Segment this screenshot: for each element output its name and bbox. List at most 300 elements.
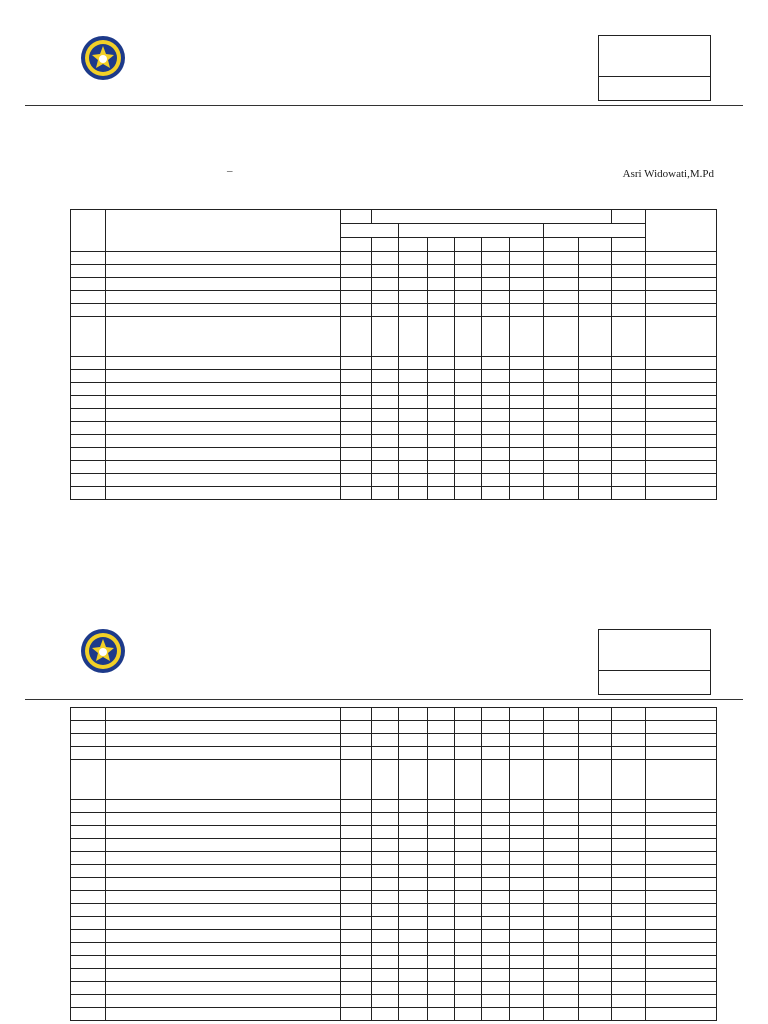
table-cell [579, 474, 612, 487]
header-cell [372, 238, 399, 252]
table-cell [106, 252, 341, 265]
table-cell [428, 435, 455, 448]
table-cell [579, 813, 612, 826]
table-cell [71, 265, 106, 278]
table-cell [106, 435, 341, 448]
table-cell [455, 396, 482, 409]
table-cell [579, 865, 612, 878]
header-cell [372, 210, 612, 224]
table-cell [482, 904, 510, 917]
table-cell [399, 487, 428, 500]
table-cell [399, 865, 428, 878]
table-cell [428, 474, 455, 487]
table-cell [106, 265, 341, 278]
grade-table-page-1 [70, 209, 717, 500]
table-cell [399, 760, 428, 800]
table-cell [106, 839, 341, 852]
table-cell [341, 760, 372, 800]
table-cell [341, 813, 372, 826]
table-cell [372, 252, 399, 265]
table-cell [428, 734, 455, 747]
table-cell [646, 865, 717, 878]
table-cell [544, 461, 579, 474]
table-cell [341, 461, 372, 474]
table-cell [372, 956, 399, 969]
table-cell [455, 813, 482, 826]
table-cell [399, 956, 428, 969]
table-cell [579, 878, 612, 891]
table-cell [341, 435, 372, 448]
table-cell [399, 1008, 428, 1021]
table-cell [544, 839, 579, 852]
table-cell [399, 422, 428, 435]
table-cell [510, 708, 544, 721]
table-cell [372, 304, 399, 317]
table-cell [646, 760, 717, 800]
table-cell [428, 969, 455, 982]
table-cell [510, 995, 544, 1008]
table-cell [455, 852, 482, 865]
table-cell [372, 982, 399, 995]
table-cell [579, 317, 612, 357]
table-cell [482, 291, 510, 304]
table-cell [510, 448, 544, 461]
table-cell [428, 904, 455, 917]
table-cell [482, 435, 510, 448]
table-cell [341, 448, 372, 461]
table-cell [646, 304, 717, 317]
table-cell [646, 370, 717, 383]
table-cell [544, 813, 579, 826]
table-cell [646, 422, 717, 435]
table-cell [372, 917, 399, 930]
table-cell [544, 969, 579, 982]
table-cell [71, 930, 106, 943]
table-row [71, 304, 717, 317]
table-cell [106, 396, 341, 409]
table-cell [579, 278, 612, 291]
table-cell [612, 448, 646, 461]
table-cell [510, 357, 544, 370]
table-cell [544, 930, 579, 943]
table-cell [341, 734, 372, 747]
table-cell [510, 1008, 544, 1021]
table-cell [372, 474, 399, 487]
table-cell [71, 995, 106, 1008]
table-cell [579, 852, 612, 865]
table-cell [106, 291, 341, 304]
table-cell [341, 904, 372, 917]
table-cell [455, 800, 482, 813]
table-row [71, 474, 717, 487]
table-cell [399, 904, 428, 917]
table-cell [579, 747, 612, 760]
table-cell [646, 813, 717, 826]
table-cell [612, 891, 646, 904]
table-cell [646, 969, 717, 982]
table-cell [106, 943, 341, 956]
table-cell [646, 252, 717, 265]
table-cell [341, 852, 372, 865]
table-cell [372, 839, 399, 852]
table-cell [544, 383, 579, 396]
table-row [71, 917, 717, 930]
table-cell [71, 982, 106, 995]
table-row [71, 370, 717, 383]
table-cell [428, 487, 455, 500]
table-cell [482, 734, 510, 747]
table-cell [106, 422, 341, 435]
table-cell [106, 878, 341, 891]
table-cell [106, 865, 341, 878]
table-row [71, 396, 717, 409]
table-cell [341, 304, 372, 317]
table-cell [612, 956, 646, 969]
table-cell [71, 370, 106, 383]
table-cell [372, 865, 399, 878]
header-cell [482, 238, 510, 252]
table-cell [372, 969, 399, 982]
table-cell [106, 982, 341, 995]
table-cell [612, 265, 646, 278]
table-cell [455, 317, 482, 357]
table-cell [106, 383, 341, 396]
table-cell [399, 278, 428, 291]
table-cell [544, 1008, 579, 1021]
table-cell [510, 760, 544, 800]
table-cell [579, 357, 612, 370]
table-cell [428, 747, 455, 760]
table-cell [482, 969, 510, 982]
table-cell [106, 278, 341, 291]
table-cell [341, 943, 372, 956]
table-cell [579, 252, 612, 265]
table-cell [510, 304, 544, 317]
table-cell [646, 891, 717, 904]
table-row [71, 252, 717, 265]
table-cell [399, 839, 428, 852]
table-cell [372, 357, 399, 370]
table-cell [646, 383, 717, 396]
table-cell [341, 800, 372, 813]
table-cell [428, 304, 455, 317]
table-cell [372, 813, 399, 826]
table-cell [510, 826, 544, 839]
table-cell [646, 357, 717, 370]
table-cell [510, 891, 544, 904]
table-cell [612, 982, 646, 995]
table-cell [341, 409, 372, 422]
table-cell [372, 943, 399, 956]
table-cell [510, 917, 544, 930]
table-cell [372, 826, 399, 839]
header-cell [612, 238, 646, 252]
table-cell [579, 839, 612, 852]
table-cell [544, 800, 579, 813]
table-cell [612, 721, 646, 734]
table-cell [341, 891, 372, 904]
table-cell [341, 357, 372, 370]
table-cell [71, 422, 106, 435]
table-cell [612, 304, 646, 317]
table-cell [71, 813, 106, 826]
table-cell [544, 865, 579, 878]
table-cell [510, 930, 544, 943]
table-row [71, 461, 717, 474]
table-cell [646, 317, 717, 357]
table-cell [579, 409, 612, 422]
table-row [71, 956, 717, 969]
table-cell [612, 317, 646, 357]
table-cell [71, 917, 106, 930]
table-row [71, 383, 717, 396]
table-cell [106, 409, 341, 422]
university-logo-icon [80, 35, 126, 81]
table-cell [428, 708, 455, 721]
table-cell [71, 826, 106, 839]
table-cell [455, 826, 482, 839]
header-cell [341, 210, 372, 224]
header-cell [399, 238, 428, 252]
table-cell [612, 1008, 646, 1021]
table-cell [341, 995, 372, 1008]
table-cell [428, 826, 455, 839]
table-cell [341, 917, 372, 930]
table-cell [71, 435, 106, 448]
table-cell [372, 852, 399, 865]
table-cell [341, 865, 372, 878]
table-cell [399, 995, 428, 1008]
table-cell [341, 1008, 372, 1021]
table-cell [455, 982, 482, 995]
table-cell [71, 304, 106, 317]
table-cell [544, 721, 579, 734]
table-row [71, 800, 717, 813]
table-cell [399, 747, 428, 760]
table-cell [612, 461, 646, 474]
table-cell [428, 252, 455, 265]
table-cell [106, 461, 341, 474]
table-cell [428, 383, 455, 396]
table-cell [579, 982, 612, 995]
table-cell [646, 839, 717, 852]
table-cell [455, 448, 482, 461]
table-cell [544, 474, 579, 487]
table-cell [341, 721, 372, 734]
table-cell [372, 448, 399, 461]
table-cell [544, 435, 579, 448]
table-cell [341, 930, 372, 943]
table-cell [510, 396, 544, 409]
table-cell [106, 304, 341, 317]
table-cell [106, 708, 341, 721]
table-cell [341, 826, 372, 839]
table-cell [482, 278, 510, 291]
table-cell [579, 917, 612, 930]
table-cell [510, 474, 544, 487]
table-cell [510, 904, 544, 917]
table-cell [544, 370, 579, 383]
table-cell [399, 734, 428, 747]
table-cell [455, 721, 482, 734]
table-cell [428, 852, 455, 865]
table-cell [372, 878, 399, 891]
table-cell [399, 474, 428, 487]
table-cell [612, 357, 646, 370]
table-cell [341, 982, 372, 995]
table-cell [428, 448, 455, 461]
table-row [71, 878, 717, 891]
table-cell [106, 487, 341, 500]
table-cell [372, 291, 399, 304]
table-cell [106, 474, 341, 487]
table-cell [482, 317, 510, 357]
table-cell [428, 461, 455, 474]
table-cell [106, 760, 341, 800]
table-cell [106, 357, 341, 370]
table-cell [510, 969, 544, 982]
table-cell [428, 995, 455, 1008]
table-cell [612, 708, 646, 721]
table-cell [646, 435, 717, 448]
table-cell [341, 969, 372, 982]
table-cell [341, 252, 372, 265]
table-cell [482, 760, 510, 800]
table-cell [612, 904, 646, 917]
table-cell [399, 396, 428, 409]
table-cell [544, 487, 579, 500]
table-cell [106, 813, 341, 826]
table-cell [510, 265, 544, 278]
table-cell [579, 448, 612, 461]
table-cell [544, 278, 579, 291]
table-cell [428, 357, 455, 370]
table-cell [71, 383, 106, 396]
table-row [71, 852, 717, 865]
table-cell [646, 448, 717, 461]
table-cell [612, 826, 646, 839]
table-cell [71, 969, 106, 982]
table-cell [544, 317, 579, 357]
table-cell [428, 760, 455, 800]
table-cell [579, 943, 612, 956]
table-row [71, 813, 717, 826]
table-cell [341, 291, 372, 304]
table-cell [455, 357, 482, 370]
table-cell [482, 917, 510, 930]
table-cell [544, 396, 579, 409]
table-cell [646, 904, 717, 917]
table-cell [510, 409, 544, 422]
table-cell [372, 370, 399, 383]
header-cell [579, 238, 612, 252]
table-cell [579, 930, 612, 943]
table-cell [482, 265, 510, 278]
table-cell [341, 317, 372, 357]
table-cell [106, 995, 341, 1008]
table-cell [399, 891, 428, 904]
table-cell [646, 956, 717, 969]
table-cell [579, 995, 612, 1008]
table-cell [482, 930, 510, 943]
table-cell [455, 474, 482, 487]
table-cell [399, 721, 428, 734]
table-row [71, 422, 717, 435]
table-row [71, 265, 717, 278]
table-cell [341, 422, 372, 435]
table-cell [399, 448, 428, 461]
table-cell [455, 878, 482, 891]
table-cell [482, 708, 510, 721]
table-cell [544, 357, 579, 370]
table-row [71, 435, 717, 448]
table-cell [106, 917, 341, 930]
table-cell [372, 800, 399, 813]
table-cell [646, 995, 717, 1008]
table-cell [612, 943, 646, 956]
table-cell [612, 995, 646, 1008]
table-cell [341, 878, 372, 891]
table-row [71, 865, 717, 878]
table-cell [71, 721, 106, 734]
table-cell [612, 878, 646, 891]
table-cell [71, 904, 106, 917]
table-row [71, 943, 717, 956]
table-row [71, 278, 717, 291]
table-cell [579, 891, 612, 904]
table-cell [482, 747, 510, 760]
table-cell [372, 409, 399, 422]
table-cell [106, 721, 341, 734]
table-row [71, 904, 717, 917]
table-cell [106, 930, 341, 943]
table-cell [646, 852, 717, 865]
table-cell [372, 317, 399, 357]
table-cell [106, 1008, 341, 1021]
table-cell [106, 747, 341, 760]
table-cell [646, 982, 717, 995]
table-cell [71, 852, 106, 865]
table-cell [455, 904, 482, 917]
table-cell [455, 930, 482, 943]
table-cell [646, 396, 717, 409]
table-cell [341, 474, 372, 487]
table-cell [612, 839, 646, 852]
table-cell [646, 721, 717, 734]
table-cell [372, 930, 399, 943]
table-cell [612, 930, 646, 943]
table-row [71, 721, 717, 734]
table-cell [455, 760, 482, 800]
header-cell [544, 238, 579, 252]
table-cell [106, 826, 341, 839]
table-cell [399, 252, 428, 265]
table-cell [399, 370, 428, 383]
table-cell [341, 708, 372, 721]
table-cell [510, 839, 544, 852]
table-cell [510, 461, 544, 474]
table-cell [71, 487, 106, 500]
table-cell [612, 487, 646, 500]
table-cell [428, 409, 455, 422]
table-cell [372, 265, 399, 278]
table-cell [612, 917, 646, 930]
table-cell [399, 969, 428, 982]
table-row [71, 708, 717, 721]
table-cell [646, 461, 717, 474]
table-row [71, 839, 717, 852]
table-cell [428, 878, 455, 891]
